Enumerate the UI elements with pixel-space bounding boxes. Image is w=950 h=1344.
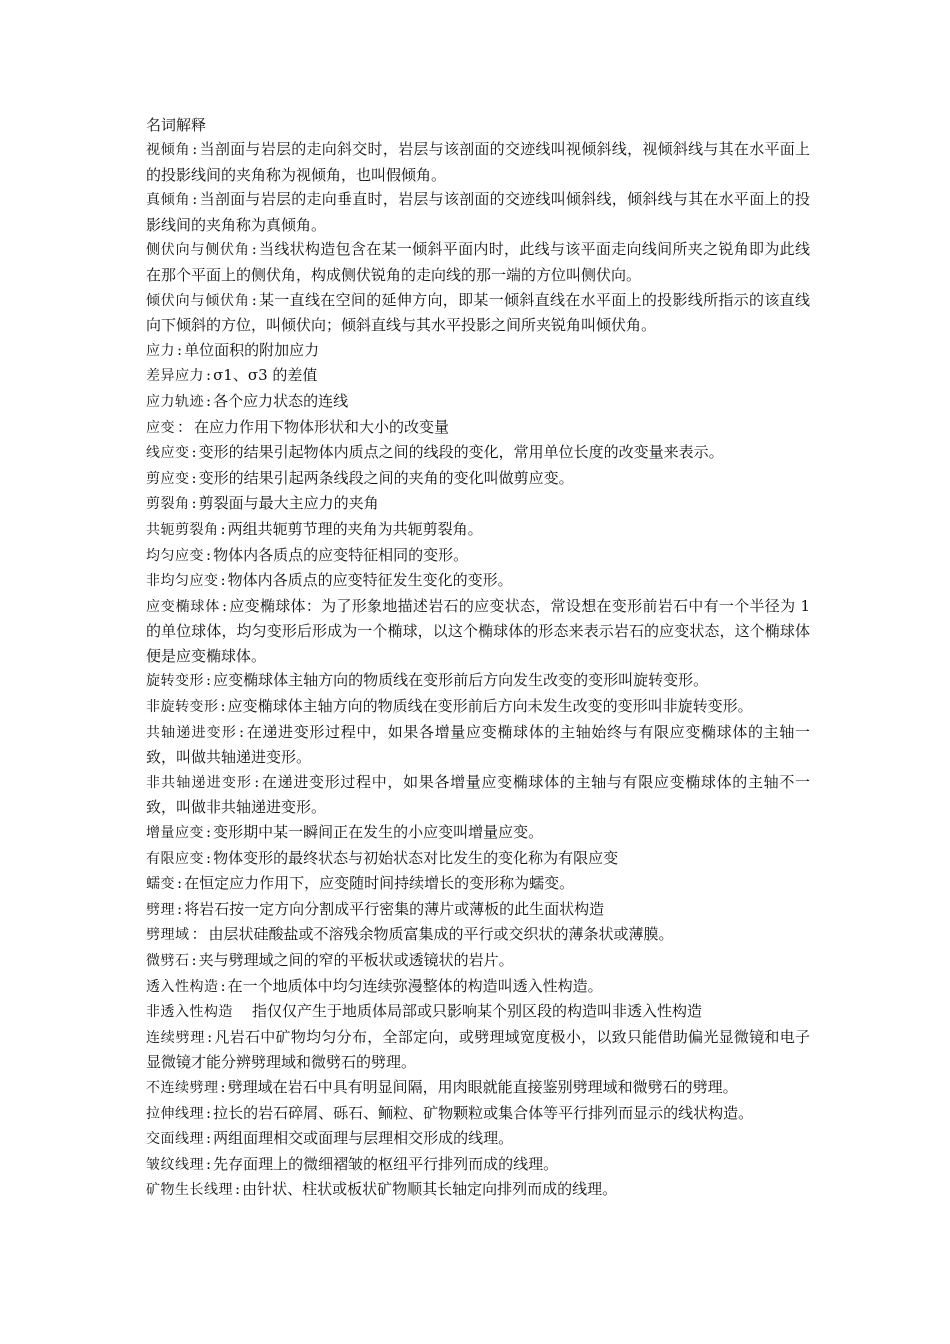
term-separator: : (220, 519, 226, 538)
glossary-term: 交面线理 (146, 1131, 204, 1148)
glossary-definition: 物体内各质点的应变特征发生变化的变形。 (227, 571, 513, 590)
glossary-entry (146, 1101, 810, 1127)
glossary-term: 非透入性构造 (146, 1004, 233, 1021)
glossary-definition: 拉长的岩石碎屑、砾石、鲕粒、矿物颗粒或集合体等平行排列而显示的线状构造。 (213, 1103, 754, 1122)
glossary-term: 剪裂角 (146, 496, 190, 513)
glossary-definition: 某一直线在空间的延伸方向，即某一倾斜直线在水平面上的投影线所指示的该直线向下倾斜的方位，叫倾伏向；倾斜直线与其水平投影之间所夹锐角叫倾伏角。 (146, 290, 810, 335)
glossary-entry (146, 1025, 810, 1075)
term-separator: : (220, 571, 226, 590)
glossary-term: 皱纹线理 (146, 1156, 204, 1173)
term-separator: : (254, 772, 260, 791)
glossary-entry (146, 288, 810, 338)
glossary-definition: 物体内各质点的应变特征相同的变形。 (213, 545, 469, 564)
glossary-definition: 应变椭球体：为了形象地描述岩石的应变状态，常设想在变形前岩石中有一个半径为 1 的单位球体，均匀变形后形成为一个椭球，以这个椭球体的形态来表示岩石的应变状态，这个椭球体便是应变椭球体。 (146, 596, 810, 665)
term-separator: ： (177, 417, 193, 436)
glossary-entry (146, 363, 810, 389)
term-separator: : (177, 874, 183, 893)
glossary-entry (146, 1177, 810, 1203)
term-separator: : (206, 1154, 212, 1173)
glossary-definition: 在递进变形过程中，如果各增量应变椭球体的主轴始终与有限应变椭球体的主轴一致，叫做共轴递进变形。 (146, 722, 810, 767)
glossary-definition: 将岩石按一定方向分割成平行密集的薄片或薄板的此生面状构造 (184, 899, 605, 918)
term-separator: : (239, 722, 245, 741)
glossary-term: 应变 (146, 419, 175, 436)
glossary-entry (146, 897, 810, 923)
glossary-definition: 变形的结果引起两条线段之间的夹角的变化叫做剪应变。 (198, 468, 574, 487)
term-separator: : (206, 823, 212, 842)
glossary-definition: 剪裂面与最大主应力的夹角 (198, 494, 379, 513)
term-separator: : (191, 443, 197, 462)
glossary-term: 透入性构造 (146, 978, 219, 995)
term-separator: : (192, 190, 198, 209)
glossary-term: 差异应力 (146, 368, 204, 385)
glossary-definition: 物体变形的最终状态与初始状态对比发生的变化称为有限应变 (213, 848, 619, 867)
term-separator: : (206, 1103, 212, 1122)
glossary-term: 非共轴递进变形 (146, 774, 253, 791)
glossary-term: 微劈石 (146, 953, 190, 969)
glossary-entry (146, 1152, 810, 1178)
glossary-term: 劈理 (146, 901, 175, 918)
glossary-term: 应变椭球体 (146, 598, 220, 615)
glossary-entry (146, 440, 810, 466)
glossary-entry (146, 187, 810, 237)
document-page (146, 113, 810, 1203)
glossary-term: 视倾角 (146, 142, 191, 158)
glossary-term: 非旋转变形 (146, 699, 219, 716)
glossary-entry (146, 948, 810, 974)
term-separator: : (235, 1180, 241, 1199)
glossary-term: 共轴递进变形 (146, 724, 237, 741)
glossary-term: 劈理域 (146, 927, 190, 944)
term-separator: : (177, 899, 183, 918)
glossary-entry (146, 694, 810, 720)
glossary-entry (146, 389, 810, 415)
glossary-definition: 在恒定应力作用下，应变随时间持续增长的变形称为蠕变。 (184, 874, 575, 893)
glossary-entry (146, 568, 810, 594)
glossary-term: 线应变 (146, 445, 190, 462)
term-separator (233, 1002, 252, 1020)
glossary-definition: 当剖面与岩层的走向垂直时，岩层与该剖面的交迹线叫倾斜线，倾斜线与其在水平面上的投影线间的夹角称为真倾角。 (146, 190, 810, 234)
term-separator: : (206, 545, 212, 564)
glossary-term: 共轭剪裂角 (146, 521, 219, 538)
glossary-entry (146, 720, 810, 770)
term-separator: : (251, 240, 257, 259)
term-separator: : (206, 366, 212, 385)
glossary-term: 倾伏向与倾伏角 (146, 292, 250, 309)
glossary-term: 蠕变 (146, 876, 175, 893)
term-separator: : (222, 596, 228, 615)
glossary-entry (146, 517, 810, 543)
glossary-definition: 变形的结果引起物体内质点之间的线段的变化，常用单位长度的改变量来表示。 (198, 443, 724, 462)
glossary-definition: 当剖面与岩层的走向斜交时，岩层与该剖面的交迹线叫视倾斜线，视倾斜线与其在水平面上的投影线间的夹角称为视倾角，也叫假倾角。 (146, 140, 810, 184)
glossary-term: 非均匀应变 (146, 573, 219, 590)
glossary-entry (146, 820, 810, 846)
glossary-definition: 在递进变形过程中，如果各增量应变椭球体的主轴与有限应变椭球体的主轴不一致，叫做非共轴递进变形。 (146, 772, 811, 817)
glossary-entry (146, 871, 810, 897)
term-separator: : (191, 468, 197, 487)
term-separator: ： (191, 925, 207, 944)
glossary-entry (146, 846, 810, 872)
glossary-definition: 由针状、柱状或板状矿物顺其长轴定向排列而成的线理。 (242, 1180, 618, 1199)
glossary-entry (146, 338, 810, 364)
term-separator: : (220, 1077, 226, 1096)
glossary-term: 不连续劈理 (146, 1079, 219, 1096)
term-separator: : (220, 697, 226, 716)
glossary-definition: 夹与劈理域之间的窄的平板状或透镜状的岩片。 (198, 951, 514, 969)
glossary-term: 有限应变 (146, 850, 204, 867)
document-title: 名词解释 (146, 116, 207, 134)
glossary-term: 应力轨迹 (146, 393, 204, 410)
glossary-definition: 凡岩石中矿物均匀分布，全部定向，或劈理域宽度极小，以致只能借助偏光显微镜和电子显微镜才能分辨劈理域和微劈石的劈理。 (146, 1027, 810, 1072)
term-separator: : (191, 494, 197, 513)
term-separator: : (251, 290, 257, 309)
glossary-definition: 两组面理相交或面理与层理相交形成的线理。 (213, 1129, 514, 1148)
glossary-definition: 在应力作用下物体形状和大小的改变量 (194, 417, 450, 436)
glossary-definition: 单位面积的附加应力 (184, 340, 320, 359)
glossary-entry (146, 466, 810, 492)
glossary-term: 真倾角 (146, 192, 191, 209)
glossary-definition: 先存面理上的微细褶皱的枢纽平行排列而成的线理。 (213, 1154, 559, 1173)
glossary-definition: 劈理域在岩石中具有明显间隔，用肉眼就能直接鉴别劈理域和微劈石的劈理。 (227, 1077, 738, 1096)
term-separator: : (206, 1129, 212, 1148)
term-separator: : (206, 671, 212, 690)
glossary-definition: 当线状构造包含在某一倾斜平面内时，此线与该平面走向线间所夹之锐角即为此线在那个平面上的侧伏角，构成侧伏锐角的走向线的那一端的方位叫侧伏向。 (146, 240, 810, 284)
glossary-term: 剪应变 (146, 470, 190, 487)
glossary-definition: 指仅仅产生于地质体局部或只影响某个别区段的构造叫非透入性构造 (252, 1002, 703, 1021)
term-separator: : (177, 340, 183, 359)
glossary-entry (146, 1075, 810, 1101)
glossary-definition: 应变椭球体主轴方向的物质线在变形前后方向发生改变的变形叫旋转变形。 (213, 671, 709, 690)
glossary-term: 增量应变 (146, 825, 204, 842)
term-separator: : (207, 1027, 213, 1046)
glossary-entry (146, 491, 810, 517)
glossary-entry (146, 415, 810, 441)
glossary-definition: 变形期中某一瞬间正在发生的小应变叫增量应变。 (213, 823, 544, 842)
glossary-term: 连续劈理 (146, 1029, 206, 1046)
glossary-entry (146, 594, 810, 669)
term-separator: : (192, 140, 198, 158)
glossary-term: 均匀应变 (146, 547, 204, 564)
glossary-definition: 应变椭球体主轴方向的物质线在变形前后方向未发生改变的变形叫非旋转变形。 (227, 697, 753, 716)
glossary-term: 应力 (146, 342, 175, 359)
term-separator: : (220, 976, 226, 995)
glossary-entry (146, 237, 810, 287)
glossary-entry (146, 922, 810, 948)
glossary-entry (146, 543, 810, 569)
term-separator: : (206, 848, 212, 867)
glossary-term: 矿物生长线理 (146, 1182, 233, 1199)
glossary-entry (146, 974, 810, 1000)
glossary-entry (146, 137, 810, 187)
glossary-term: 拉伸线理 (146, 1105, 204, 1122)
term-separator: : (206, 391, 212, 410)
glossary-list (146, 137, 810, 1203)
glossary-term: 旋转变形 (146, 673, 204, 690)
glossary-term: 侧伏向与侧伏角 (146, 242, 250, 259)
term-separator: : (191, 951, 197, 969)
glossary-entry (146, 999, 810, 1025)
glossary-definition: σ1、σ3 的差值 (213, 366, 318, 385)
glossary-entry (146, 668, 810, 694)
glossary-definition: 各个应力状态的连线 (213, 391, 349, 410)
glossary-definition: 由层状硅酸盐或不溶残余物质富集成的平行或交织状的薄条状或薄膜。 (208, 925, 674, 944)
glossary-definition: 两组共轭剪节理的夹角为共轭剪裂角。 (227, 519, 483, 538)
glossary-entry (146, 770, 810, 820)
glossary-entry (146, 1126, 810, 1152)
glossary-definition: 在一个地质体中均匀连续弥漫整体的构造叫透入性构造。 (227, 976, 603, 995)
